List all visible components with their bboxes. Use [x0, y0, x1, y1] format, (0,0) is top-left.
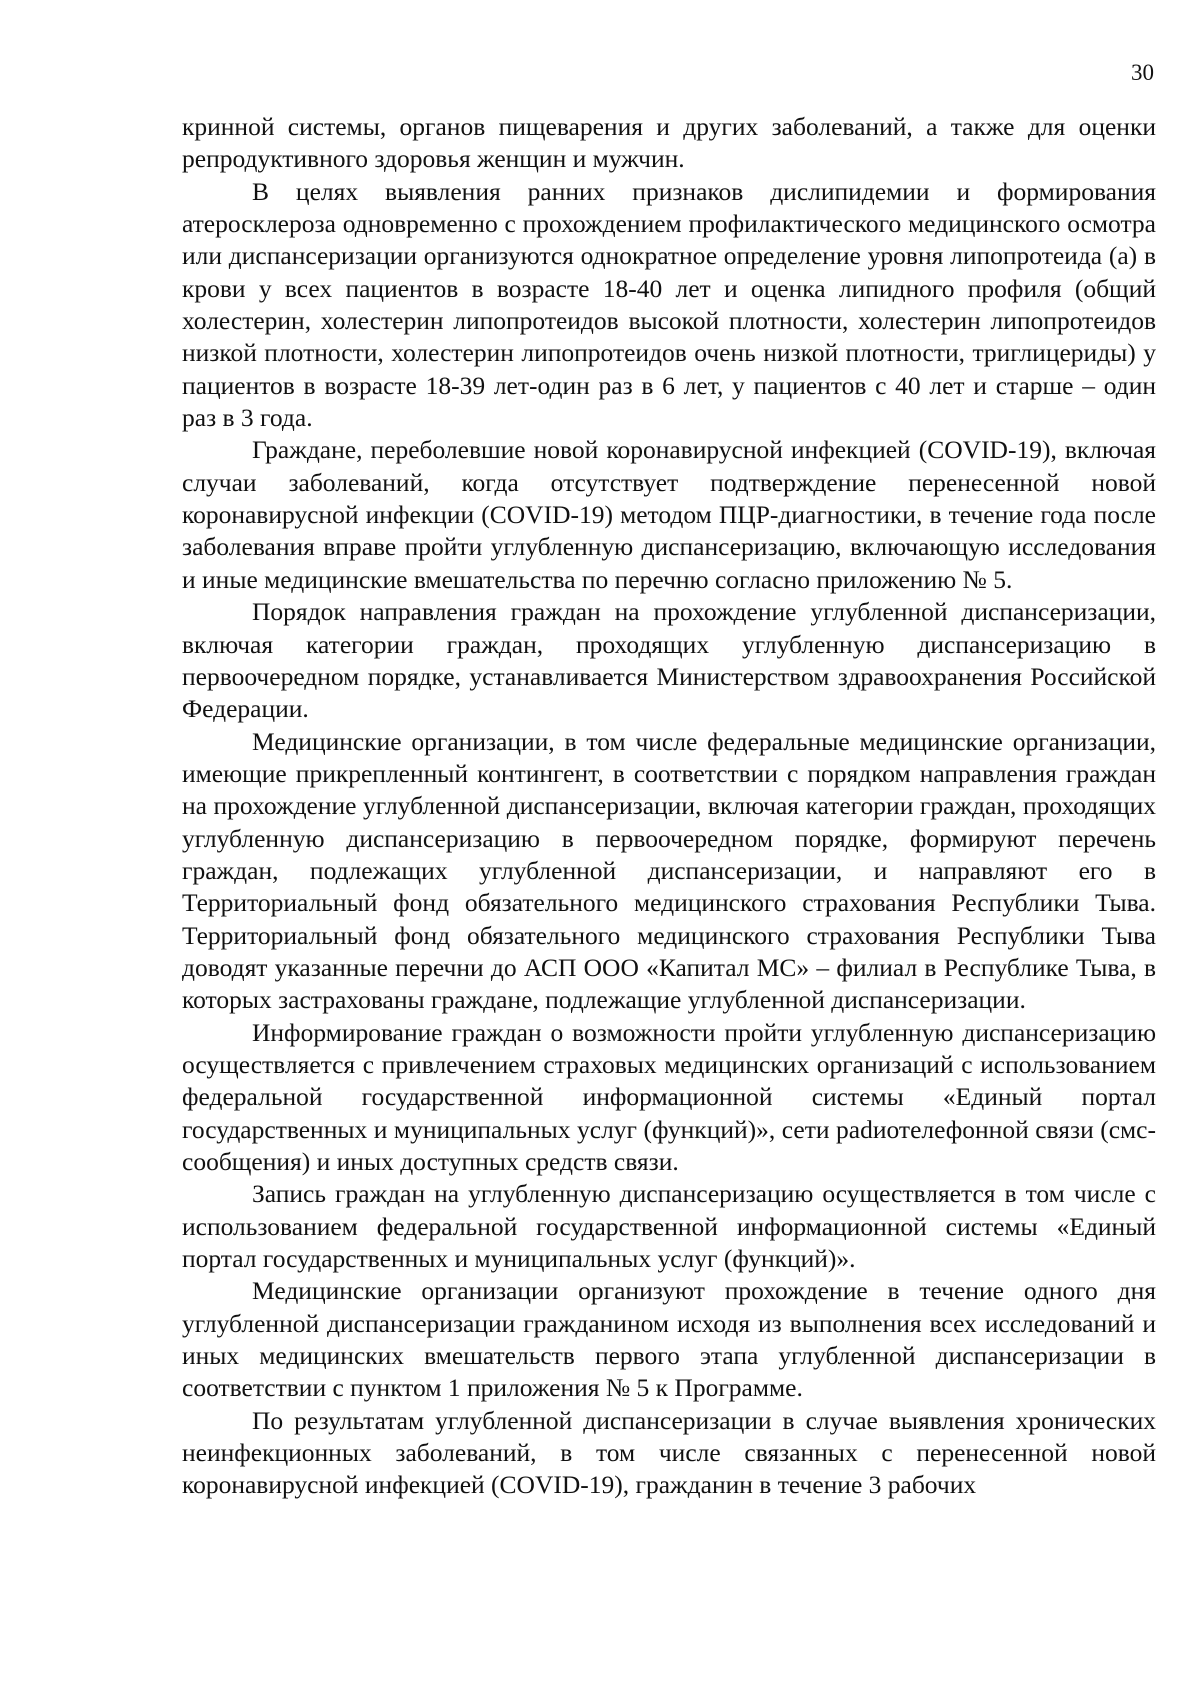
- paragraph-medical-organizations: Медицинские организации, в том числе федеральные медицинские организации, имеющие прикрепленный контингент, в соответствии с порядком направления граждан на прохождение углубленной диспансеризации, включая категории граждан, проходящих углубленную диспансеризацию в первоочередном порядке, формируют перечень граждан, подлежащих углубленной диспансеризации, и направляют его в Территориальный фонд обязательного медицинского страхования Республики Тыва. Территориальный фонд обязательного медицинского страхования Республики Тыва доводят указанные перечни до АСП ООО «Капитал МС» – филиал в Республике Тыва, в которых застрахованы граждане, подлежащие углубленной диспансеризации.: [182, 726, 1156, 1015]
- paragraph-continuation: кринной системы, органов пищеварения и других заболеваний, а также для оценки репродуктивного здоровья женщин и мужчин.: [182, 112, 1156, 174]
- paragraph-registration: Запись граждан на углубленную диспансеризацию осуществляется в том числе с использованием федеральной государственной информационной системы «Единый портал государственных и муниципальных услуг (функций)».: [182, 1179, 1156, 1274]
- paragraph-dyslipidemia: В целях выявления ранних признаков дислипидемии и формирования атеросклероза одновременно с прохождением профилактического медицинского осмотра или диспансеризации организуются однократное определение уровня липопротеида (а) в крови у всех пациентов в возрасте 18-40 лет и оценка липидного профиля (общий холестерин, холестерин липопротеидов высокой плотности, холестерин липопротеидов низкой плотности, холестерин липопротеидов очень низкой плотности, триглицериды) у пациентов в возрасте 18-39 лет-один раз в 6 лет, у пациентов с 40 лет и старше – один раз в 3 года.: [182, 176, 1156, 433]
- paragraph-informing-citizens: Информирование граждан о возможности пройти углубленную диспансеризацию осуществляется с привлечением страховых медицинских организаций с использованием федеральной государственной информационной системы «Единый портал государственных и муниципальных услуг (функций)», сети раdиотелефонной связи (смс-сообщения) и иных доступных средств связи.: [182, 1017, 1156, 1176]
- page-number: 30: [1131, 60, 1154, 85]
- paragraph-one-day-exam: Медицинские организации организуют прохождение в течение одного дня углубленной диспансеризации гражданином исходя из выполнения всех исследований и иных медицинских вмешательств первого этапа углубленной диспансеризации в соответствии с пунктом 1 приложения № 5 к Программе.: [182, 1276, 1156, 1403]
- paragraph-results: По результатам углубленной диспансеризации в случае выявления хронических неинфекционных заболеваний, в том числе связанных с перенесенной новой коронавирусной инфекцией (COVID-19), гражданин в течение 3 рабочих: [182, 1405, 1156, 1500]
- paragraph-referral-procedure: Порядок направления граждан на прохождение углубленной диспансеризации, включая категории граждан, проходящих углубленную диспансеризацию в первоочередном порядке, устанавливается Министерством здравоохранения Российской Федерации.: [182, 597, 1156, 724]
- paragraph-covid-recovered: Граждане, переболевшие новой коронавирусной инфекцией (COVID-19), включая случаи заболеваний, когда отсутствует подтверждение перенесенной новой коронавирусной инфекции (COVID-19) методом ПЦР-диагностики, в течение года после заболевания вправе пройти углубленную диспансеризацию, включающую исследования и иные медицинские вмешательства по перечню согласно приложению № 5.: [182, 435, 1156, 594]
- body-text: [182, 111, 1156, 1502]
